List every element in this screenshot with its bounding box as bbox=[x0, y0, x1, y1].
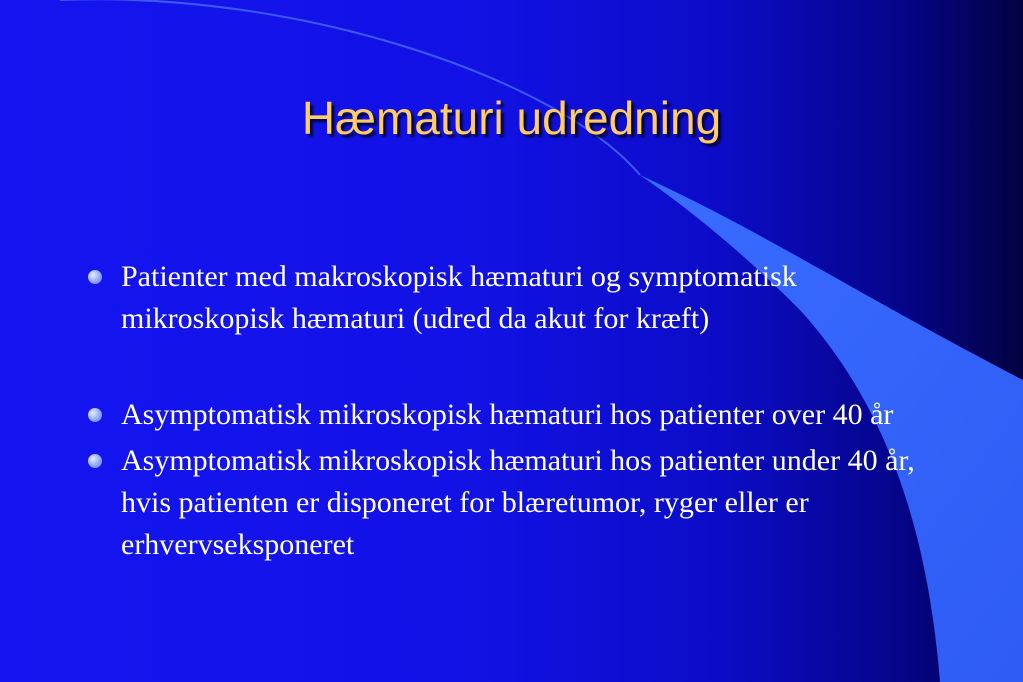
bullet-item bbox=[88, 256, 948, 340]
bullet-dot-icon bbox=[88, 408, 102, 422]
bullet-item bbox=[88, 440, 948, 566]
bullet-item bbox=[88, 394, 948, 436]
bullet-text: Asymptomatisk mikroskopisk hæmaturi hos patienter over 40 år bbox=[121, 398, 894, 431]
bullet-list bbox=[88, 256, 948, 566]
bullet-dot-icon bbox=[88, 270, 102, 284]
bullet-dot-icon bbox=[88, 454, 102, 468]
bullet-text: Asymptomatisk mikroskopisk hæmaturi hos patienter under 40 år, hvis patienten er disponeret for blæretumor, ryger eller er erhvervseksponeret bbox=[121, 444, 915, 561]
bullet-text: Patienter med makroskopisk hæmaturi og symptomatisk mikroskopisk hæmaturi (udred da akut for kræft) bbox=[121, 260, 797, 335]
slide-title: Hæmaturi udredning bbox=[301, 92, 722, 144]
